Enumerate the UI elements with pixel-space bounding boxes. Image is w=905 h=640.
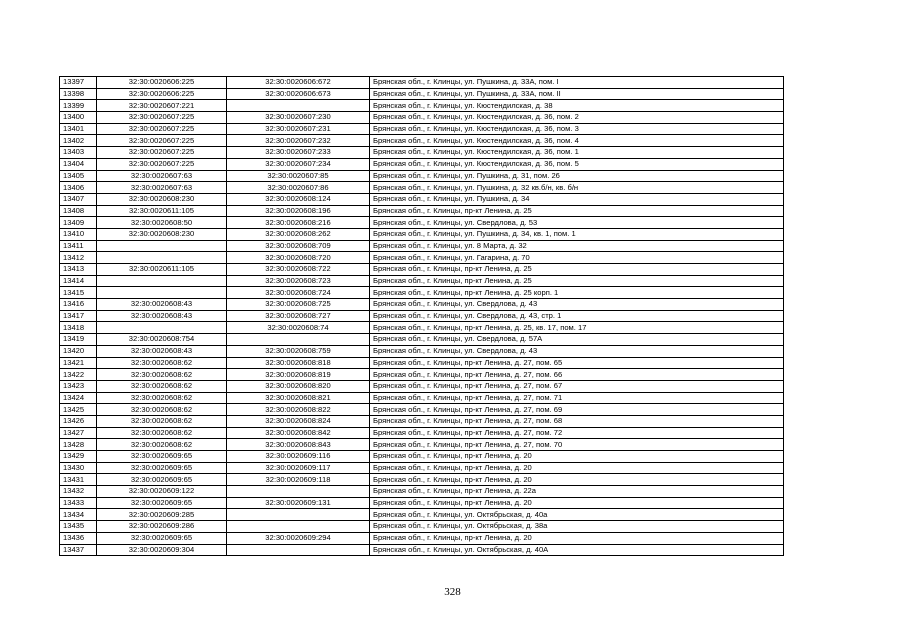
table-row — [60, 451, 784, 463]
cadastral-table-body — [60, 77, 784, 556]
object-cadastral-number-cell: 32:30:0020608:124 — [227, 193, 370, 205]
land-cadastral-number-cell: 32:30:0020609:65 — [97, 451, 227, 463]
address-cell: Брянская обл., г. Клинцы, ул. Свердлова, д. 43 — [370, 345, 784, 357]
table-row — [60, 345, 784, 357]
address-cell: Брянская обл., г. Клинцы, пр-кт Ленина, д. 27, пом. 70 — [370, 439, 784, 451]
row-number-cell: 13431 — [60, 474, 97, 486]
address-cell: Брянская обл., г. Клинцы, ул. Кюстендилская, д. 36, пом. 3 — [370, 123, 784, 135]
address-cell: Брянская обл., г. Клинцы, пр-кт Ленина, д. 27, пом. 65 — [370, 357, 784, 369]
row-number-cell: 13425 — [60, 404, 97, 416]
address-cell: Брянская обл., г. Клинцы, ул. Кюстендилская, д. 36, пом. 1 — [370, 147, 784, 159]
address-cell: Брянская обл., г. Клинцы, ул. Октябрьская, д. 40А — [370, 544, 784, 556]
object-cadastral-number-cell: 32:30:0020608:725 — [227, 299, 370, 311]
address-cell: Брянская обл., г. Клинцы, ул. Пушкина, д. 33А, пом. I — [370, 77, 784, 89]
address-cell: Брянская обл., г. Клинцы, пр-кт Ленина, д. 27, пом. 68 — [370, 415, 784, 427]
object-cadastral-number-cell: 32:30:0020608:759 — [227, 345, 370, 357]
table-row — [60, 158, 784, 170]
land-cadastral-number-cell: 32:30:0020608:62 — [97, 415, 227, 427]
land-cadastral-number-cell: 32:30:0020608:62 — [97, 392, 227, 404]
address-cell: Брянская обл., г. Клинцы, пр-кт Ленина, д. 27, пом. 72 — [370, 427, 784, 439]
table-row — [60, 205, 784, 217]
row-number-cell: 13430 — [60, 462, 97, 474]
table-row — [60, 217, 784, 229]
land-cadastral-number-cell: 32:30:0020607:225 — [97, 123, 227, 135]
row-number-cell: 13410 — [60, 228, 97, 240]
address-cell: Брянская обл., г. Клинцы, пр-кт Ленина, д. 25 — [370, 264, 784, 276]
row-number-cell: 13411 — [60, 240, 97, 252]
object-cadastral-number-cell: 32:30:0020607:85 — [227, 170, 370, 182]
table-row — [60, 287, 784, 299]
address-cell: Брянская обл., г. Клинцы, ул. Кюстендилская, д. 36, пом. 5 — [370, 158, 784, 170]
table-row — [60, 252, 784, 264]
address-cell: Брянская обл., г. Клинцы, пр-кт Ленина, д. 25 — [370, 205, 784, 217]
table-row — [60, 486, 784, 498]
row-number-cell: 13403 — [60, 147, 97, 159]
land-cadastral-number-cell: 32:30:0020608:62 — [97, 357, 227, 369]
object-cadastral-number-cell: 32:30:0020607:232 — [227, 135, 370, 147]
table-row — [60, 497, 784, 509]
row-number-cell: 13418 — [60, 322, 97, 334]
table-row — [60, 100, 784, 112]
land-cadastral-number-cell: 32:30:0020608:62 — [97, 380, 227, 392]
address-cell: Брянская обл., г. Клинцы, пр-кт Ленина, д. 20 — [370, 497, 784, 509]
object-cadastral-number-cell: 32:30:0020608:74 — [227, 322, 370, 334]
land-cadastral-number-cell: 32:30:0020607:225 — [97, 112, 227, 124]
row-number-cell: 13402 — [60, 135, 97, 147]
table-row — [60, 404, 784, 416]
address-cell: Брянская обл., г. Клинцы, ул. Кюстендилская, д. 38 — [370, 100, 784, 112]
land-cadastral-number-cell: 32:30:0020607:221 — [97, 100, 227, 112]
land-cadastral-number-cell — [97, 240, 227, 252]
address-cell: Брянская обл., г. Клинцы, ул. Свердлова, д. 53 — [370, 217, 784, 229]
table-row — [60, 264, 784, 276]
row-number-cell: 13399 — [60, 100, 97, 112]
table-row — [60, 275, 784, 287]
land-cadastral-number-cell: 32:30:0020608:230 — [97, 193, 227, 205]
object-cadastral-number-cell — [227, 100, 370, 112]
row-number-cell: 13404 — [60, 158, 97, 170]
row-number-cell: 13435 — [60, 521, 97, 533]
row-number-cell: 13416 — [60, 299, 97, 311]
row-number-cell: 13432 — [60, 486, 97, 498]
address-cell: Брянская обл., г. Клинцы, пр-кт Ленина, д. 27, пом. 66 — [370, 369, 784, 381]
object-cadastral-number-cell: 32:30:0020606:672 — [227, 77, 370, 89]
object-cadastral-number-cell: 32:30:0020608:262 — [227, 228, 370, 240]
table-row — [60, 427, 784, 439]
land-cadastral-number-cell: 32:30:0020608:62 — [97, 369, 227, 381]
table-row — [60, 170, 784, 182]
row-number-cell: 13401 — [60, 123, 97, 135]
address-cell: Брянская обл., г. Клинцы, ул. Кюстендилская, д. 36, пом. 2 — [370, 112, 784, 124]
address-cell: Брянская обл., г. Клинцы, ул. Гагарина, д. 70 — [370, 252, 784, 264]
address-cell: Брянская обл., г. Клинцы, ул. Пушкина, д. 34, кв. 1, пом. 1 — [370, 228, 784, 240]
address-cell: Брянская обл., г. Клинцы, пр-кт Ленина, д. 20 — [370, 474, 784, 486]
row-number-cell: 13413 — [60, 264, 97, 276]
land-cadastral-number-cell — [97, 275, 227, 287]
address-cell: Брянская обл., г. Клинцы, ул. Свердлова, д. 43 — [370, 299, 784, 311]
object-cadastral-number-cell — [227, 544, 370, 556]
table-row — [60, 77, 784, 89]
table-row — [60, 322, 784, 334]
address-cell: Брянская обл., г. Клинцы, пр-кт Ленина, д. 25, кв. 17, пом. 17 — [370, 322, 784, 334]
row-number-cell: 13407 — [60, 193, 97, 205]
address-cell: Брянская обл., г. Клинцы, пр-кт Ленина, д. 20 — [370, 532, 784, 544]
object-cadastral-number-cell: 32:30:0020609:131 — [227, 497, 370, 509]
row-number-cell: 13409 — [60, 217, 97, 229]
address-cell: Брянская обл., г. Клинцы, ул. Свердлова, д. 43, стр. 1 — [370, 310, 784, 322]
table-row — [60, 240, 784, 252]
land-cadastral-number-cell: 32:30:0020611:105 — [97, 205, 227, 217]
row-number-cell: 13421 — [60, 357, 97, 369]
address-cell: Брянская обл., г. Клинцы, ул. Пушкина, д. 31, пом. 26 — [370, 170, 784, 182]
address-cell: Брянская обл., г. Клинцы, ул. Кюстендилская, д. 36, пом. 4 — [370, 135, 784, 147]
land-cadastral-number-cell: 32:30:0020608:230 — [97, 228, 227, 240]
table-row — [60, 135, 784, 147]
address-cell: Брянская обл., г. Клинцы, пр-кт Ленина, д. 25 — [370, 275, 784, 287]
land-cadastral-number-cell: 32:30:0020609:65 — [97, 497, 227, 509]
object-cadastral-number-cell: 32:30:0020608:821 — [227, 392, 370, 404]
row-number-cell: 13427 — [60, 427, 97, 439]
address-cell: Брянская обл., г. Клинцы, пр-кт Ленина, д. 27, пом. 67 — [370, 380, 784, 392]
object-cadastral-number-cell: 32:30:0020608:723 — [227, 275, 370, 287]
object-cadastral-number-cell: 32:30:0020608:724 — [227, 287, 370, 299]
object-cadastral-number-cell — [227, 509, 370, 521]
address-cell: Брянская обл., г. Клинцы, ул. Свердлова, д. 57А — [370, 334, 784, 346]
land-cadastral-number-cell: 32:30:0020608:754 — [97, 334, 227, 346]
address-cell: Брянская обл., г. Клинцы, пр-кт Ленина, д. 25 корп. 1 — [370, 287, 784, 299]
object-cadastral-number-cell: 32:30:0020608:196 — [227, 205, 370, 217]
land-cadastral-number-cell: 32:30:0020609:286 — [97, 521, 227, 533]
land-cadastral-number-cell: 32:30:0020609:304 — [97, 544, 227, 556]
object-cadastral-number-cell: 32:30:0020608:722 — [227, 264, 370, 276]
land-cadastral-number-cell: 32:30:0020611:105 — [97, 264, 227, 276]
land-cadastral-number-cell: 32:30:0020608:50 — [97, 217, 227, 229]
row-number-cell: 13417 — [60, 310, 97, 322]
row-number-cell: 13429 — [60, 451, 97, 463]
table-row — [60, 299, 784, 311]
table-row — [60, 112, 784, 124]
land-cadastral-number-cell: 32:30:0020609:65 — [97, 474, 227, 486]
land-cadastral-number-cell: 32:30:0020609:65 — [97, 532, 227, 544]
object-cadastral-number-cell: 32:30:0020607:86 — [227, 182, 370, 194]
table-row — [60, 147, 784, 159]
row-number-cell: 13419 — [60, 334, 97, 346]
address-cell: Брянская обл., г. Клинцы, пр-кт Ленина, д. 20 — [370, 462, 784, 474]
object-cadastral-number-cell: 32:30:0020608:842 — [227, 427, 370, 439]
table-row — [60, 392, 784, 404]
land-cadastral-number-cell: 32:30:0020608:62 — [97, 439, 227, 451]
address-cell: Брянская обл., г. Клинцы, пр-кт Ленина, д. 22а — [370, 486, 784, 498]
table-row — [60, 532, 784, 544]
table-row — [60, 123, 784, 135]
address-cell: Брянская обл., г. Клинцы, ул. Пушкина, д. 32 кв.б/н, кв. б/н — [370, 182, 784, 194]
land-cadastral-number-cell: 32:30:0020606:225 — [97, 77, 227, 89]
object-cadastral-number-cell: 32:30:0020606:673 — [227, 88, 370, 100]
land-cadastral-number-cell: 32:30:0020607:225 — [97, 147, 227, 159]
land-cadastral-number-cell: 32:30:0020606:225 — [97, 88, 227, 100]
address-cell: Брянская обл., г. Клинцы, пр-кт Ленина, д. 27, пом. 69 — [370, 404, 784, 416]
object-cadastral-number-cell: 32:30:0020608:820 — [227, 380, 370, 392]
land-cadastral-number-cell: 32:30:0020608:43 — [97, 345, 227, 357]
address-cell: Брянская обл., г. Клинцы, ул. Октябрьская, д. 38а — [370, 521, 784, 533]
land-cadastral-number-cell: 32:30:0020607:63 — [97, 170, 227, 182]
land-cadastral-number-cell: 32:30:0020608:62 — [97, 404, 227, 416]
object-cadastral-number-cell: 32:30:0020608:843 — [227, 439, 370, 451]
table-row — [60, 88, 784, 100]
table-row — [60, 474, 784, 486]
land-cadastral-number-cell: 32:30:0020609:122 — [97, 486, 227, 498]
table-row — [60, 357, 784, 369]
row-number-cell: 13420 — [60, 345, 97, 357]
table-row — [60, 380, 784, 392]
object-cadastral-number-cell: 32:30:0020608:720 — [227, 252, 370, 264]
table-row — [60, 369, 784, 381]
table-row — [60, 334, 784, 346]
object-cadastral-number-cell: 32:30:0020609:117 — [227, 462, 370, 474]
table-row — [60, 310, 784, 322]
table-row — [60, 182, 784, 194]
row-number-cell: 13422 — [60, 369, 97, 381]
object-cadastral-number-cell: 32:30:0020607:231 — [227, 123, 370, 135]
object-cadastral-number-cell: 32:30:0020608:216 — [227, 217, 370, 229]
row-number-cell: 13424 — [60, 392, 97, 404]
table-row — [60, 439, 784, 451]
row-number-cell: 13405 — [60, 170, 97, 182]
land-cadastral-number-cell: 32:30:0020607:225 — [97, 158, 227, 170]
table-row — [60, 509, 784, 521]
row-number-cell: 13434 — [60, 509, 97, 521]
cadastral-table — [59, 76, 784, 556]
table-row — [60, 462, 784, 474]
object-cadastral-number-cell: 32:30:0020609:294 — [227, 532, 370, 544]
object-cadastral-number-cell: 32:30:0020608:822 — [227, 404, 370, 416]
row-number-cell: 13433 — [60, 497, 97, 509]
row-number-cell: 13400 — [60, 112, 97, 124]
page-number: 328 — [444, 586, 461, 598]
table-row — [60, 521, 784, 533]
land-cadastral-number-cell — [97, 322, 227, 334]
table-row — [60, 415, 784, 427]
object-cadastral-number-cell: 32:30:0020609:118 — [227, 474, 370, 486]
object-cadastral-number-cell: 32:30:0020607:233 — [227, 147, 370, 159]
row-number-cell: 13406 — [60, 182, 97, 194]
object-cadastral-number-cell — [227, 486, 370, 498]
land-cadastral-number-cell — [97, 252, 227, 264]
address-cell: Брянская обл., г. Клинцы, ул. 8 Марта, д. 32 — [370, 240, 784, 252]
object-cadastral-number-cell: 32:30:0020608:818 — [227, 357, 370, 369]
object-cadastral-number-cell: 32:30:0020608:727 — [227, 310, 370, 322]
row-number-cell: 13398 — [60, 88, 97, 100]
row-number-cell: 13397 — [60, 77, 97, 89]
row-number-cell: 13415 — [60, 287, 97, 299]
land-cadastral-number-cell: 32:30:0020608:43 — [97, 299, 227, 311]
land-cadastral-number-cell — [97, 287, 227, 299]
address-cell: Брянская обл., г. Клинцы, ул. Октябрьская, д. 40а — [370, 509, 784, 521]
object-cadastral-number-cell — [227, 521, 370, 533]
object-cadastral-number-cell: 32:30:0020607:230 — [227, 112, 370, 124]
address-cell: Брянская обл., г. Клинцы, ул. Пушкина, д. 33А, пом. II — [370, 88, 784, 100]
land-cadastral-number-cell: 32:30:0020609:65 — [97, 462, 227, 474]
table-row — [60, 228, 784, 240]
object-cadastral-number-cell: 32:30:0020608:709 — [227, 240, 370, 252]
row-number-cell: 13414 — [60, 275, 97, 287]
land-cadastral-number-cell: 32:30:0020609:285 — [97, 509, 227, 521]
table-row — [60, 193, 784, 205]
row-number-cell: 13428 — [60, 439, 97, 451]
row-number-cell: 13423 — [60, 380, 97, 392]
row-number-cell: 13408 — [60, 205, 97, 217]
land-cadastral-number-cell: 32:30:0020608:62 — [97, 427, 227, 439]
row-number-cell: 13436 — [60, 532, 97, 544]
address-cell: Брянская обл., г. Клинцы, пр-кт Ленина, д. 27, пом. 71 — [370, 392, 784, 404]
table-row — [60, 544, 784, 556]
object-cadastral-number-cell — [227, 334, 370, 346]
object-cadastral-number-cell: 32:30:0020607:234 — [227, 158, 370, 170]
land-cadastral-number-cell: 32:30:0020608:43 — [97, 310, 227, 322]
object-cadastral-number-cell: 32:30:0020608:824 — [227, 415, 370, 427]
object-cadastral-number-cell: 32:30:0020608:819 — [227, 369, 370, 381]
row-number-cell: 13426 — [60, 415, 97, 427]
land-cadastral-number-cell: 32:30:0020607:63 — [97, 182, 227, 194]
row-number-cell: 13437 — [60, 544, 97, 556]
land-cadastral-number-cell: 32:30:0020607:225 — [97, 135, 227, 147]
object-cadastral-number-cell: 32:30:0020609:116 — [227, 451, 370, 463]
address-cell: Брянская обл., г. Клинцы, пр-кт Ленина, д. 20 — [370, 451, 784, 463]
row-number-cell: 13412 — [60, 252, 97, 264]
address-cell: Брянская обл., г. Клинцы, ул. Пушкина, д. 34 — [370, 193, 784, 205]
